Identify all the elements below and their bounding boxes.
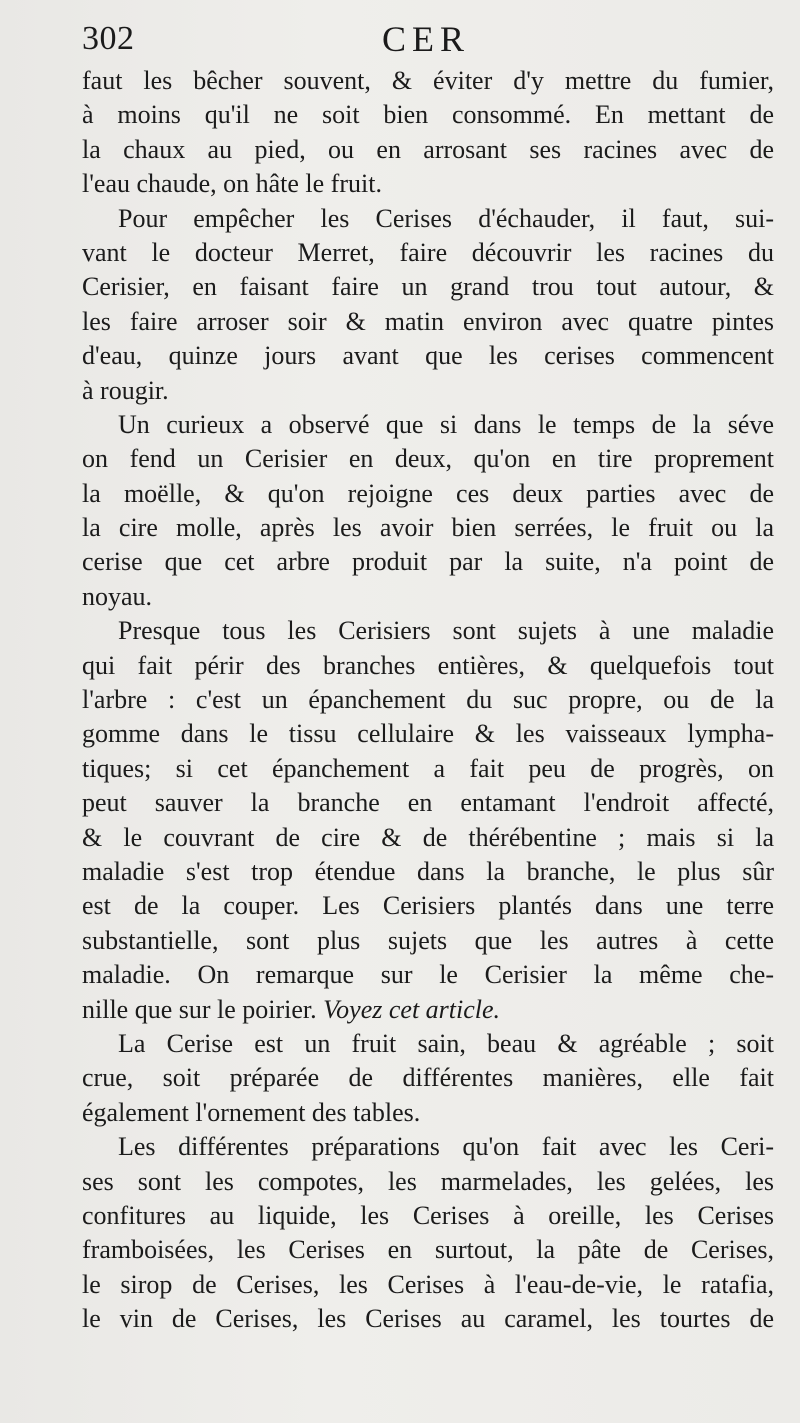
text-line [82,649,774,683]
text-line [82,270,774,304]
text-line [82,958,774,992]
text-line [82,1165,774,1199]
text-line-content: le vin de Cerises, les Cerises au caramel, les tourtes de [82,1304,774,1334]
body-text [82,64,774,1336]
text-line [82,202,774,236]
text-line-content: peut sauver la branche en entamant l'endroit affecté, [82,788,774,818]
text-line-content: & le couvrant de cire & de thérébentine ; mais si la [82,822,774,852]
text-line [82,1233,774,1267]
text-line [82,993,774,1027]
text-line [82,236,774,270]
text-line [82,821,774,855]
text-line-content: ses sont les compotes, les marmelades, les gelées, les [82,1166,774,1196]
text-line-content: d'eau, quinze jours avant que les cerises commencent [82,341,774,371]
text-line [82,545,774,579]
text-line-content: crue, soit préparée de différentes manières, elle fait [82,1063,774,1093]
text-line-content: nille que sur le poirier. [82,994,317,1024]
text-line-content: faut les bêcher souvent, & éviter d'y mettre du fumier, [82,66,774,95]
text-line [82,580,774,614]
text-line [82,374,774,408]
text-line [82,786,774,820]
text-line [82,717,774,751]
text-line-content: maladie s'est trop étendue dans la branche, le plus sûr [82,856,774,886]
text-line-content: gomme dans le tissu cellulaire & les vaisseaux lympha- [82,719,774,749]
text-line-content: substantielle, sont plus sujets que les autres à cette [82,925,774,955]
text-line-content: à rougir. [82,375,169,405]
text-line-content: Les différentes préparations qu'on fait avec les Ceri- [118,1132,774,1162]
text-line-content: les faire arroser soir & matin environ avec quatre pintes [82,306,774,336]
text-line-content: l'eau chaude, on hâte le fruit. [82,169,382,199]
text-line [82,1199,774,1233]
text-line-content: tiques; si cet épanchement a fait peu de progrès, on [82,753,774,783]
text-line-content: la chaux au pied, ou en arrosant ses racines avec de [82,134,774,164]
text-line-content: La Cerise est un fruit sain, beau & agréable ; soit [118,1028,774,1058]
text-line-content: également l'ornement des tables. [82,1097,421,1127]
text-line-content: maladie. On remarque sur le Cerisier la même che- [82,960,774,990]
text-line-content: Un curieux a observé que si dans le temps de la séve [118,409,774,439]
text-line [82,1302,774,1336]
text-line-content: est de la couper. Les Cerisiers plantés dans une terre [82,891,774,921]
text-line-content: le sirop de Cerises, les Cerises à l'eau-de-vie, le ratafia, [82,1269,774,1299]
text-line [82,408,774,442]
text-line-content: noyau. [82,581,153,611]
text-line [82,64,774,98]
text-line [82,442,774,476]
text-line-content: Pour empêcher les Cerises d'échauder, il faut, sui- [118,203,774,233]
text-line-content: Presque tous les Cerisiers sont sujets à une maladie [118,616,774,646]
page-number: 302 [82,20,135,57]
text-line-content: cerise que cet arbre produit par la suite, n'a point de [82,547,774,577]
text-line [82,1268,774,1302]
text-line-content: la cire molle, après les avoir bien serrées, le fruit ou la [82,513,774,543]
text-line [82,1130,774,1164]
text-line [82,924,774,958]
text-line [82,889,774,923]
text-line-content: à moins qu'il ne soit bien consommé. En mettant de [82,100,774,130]
text-line [82,614,774,648]
text-line [82,1096,774,1130]
text-line [82,305,774,339]
text-line [82,752,774,786]
text-line [82,98,774,132]
text-line [82,855,774,889]
text-line-content: l'arbre : c'est un épanchement du suc propre, ou de la [82,685,774,715]
text-line [82,1061,774,1095]
text-line-content: qui fait périr des branches entières, & quelquefois tout [82,650,774,680]
page-header [82,18,772,62]
text-line [82,133,774,167]
text-line [82,477,774,511]
text-line [82,339,774,373]
text-line-content: confitures au liquide, les Cerises à oreille, les Cerises [82,1200,774,1230]
text-line-content: la moëlle, & qu'on rejoigne ces deux parties avec de [82,478,774,508]
running-head: CER [382,19,471,59]
text-line [82,1027,774,1061]
text-line-content: framboisées, les Cerises en surtout, la pâte de Cerises, [82,1235,774,1265]
italic-reference: Voyez cet article. [323,994,501,1024]
text-line [82,167,774,201]
text-line [82,511,774,545]
text-line [82,683,774,717]
text-line-content: vant le docteur Merret, faire découvrir les racines du [82,237,774,267]
text-line-content: on fend un Cerisier en deux, qu'on en tire proprement [82,444,774,474]
text-line-content: Cerisier, en faisant faire un grand trou tout autour, & [82,272,774,302]
